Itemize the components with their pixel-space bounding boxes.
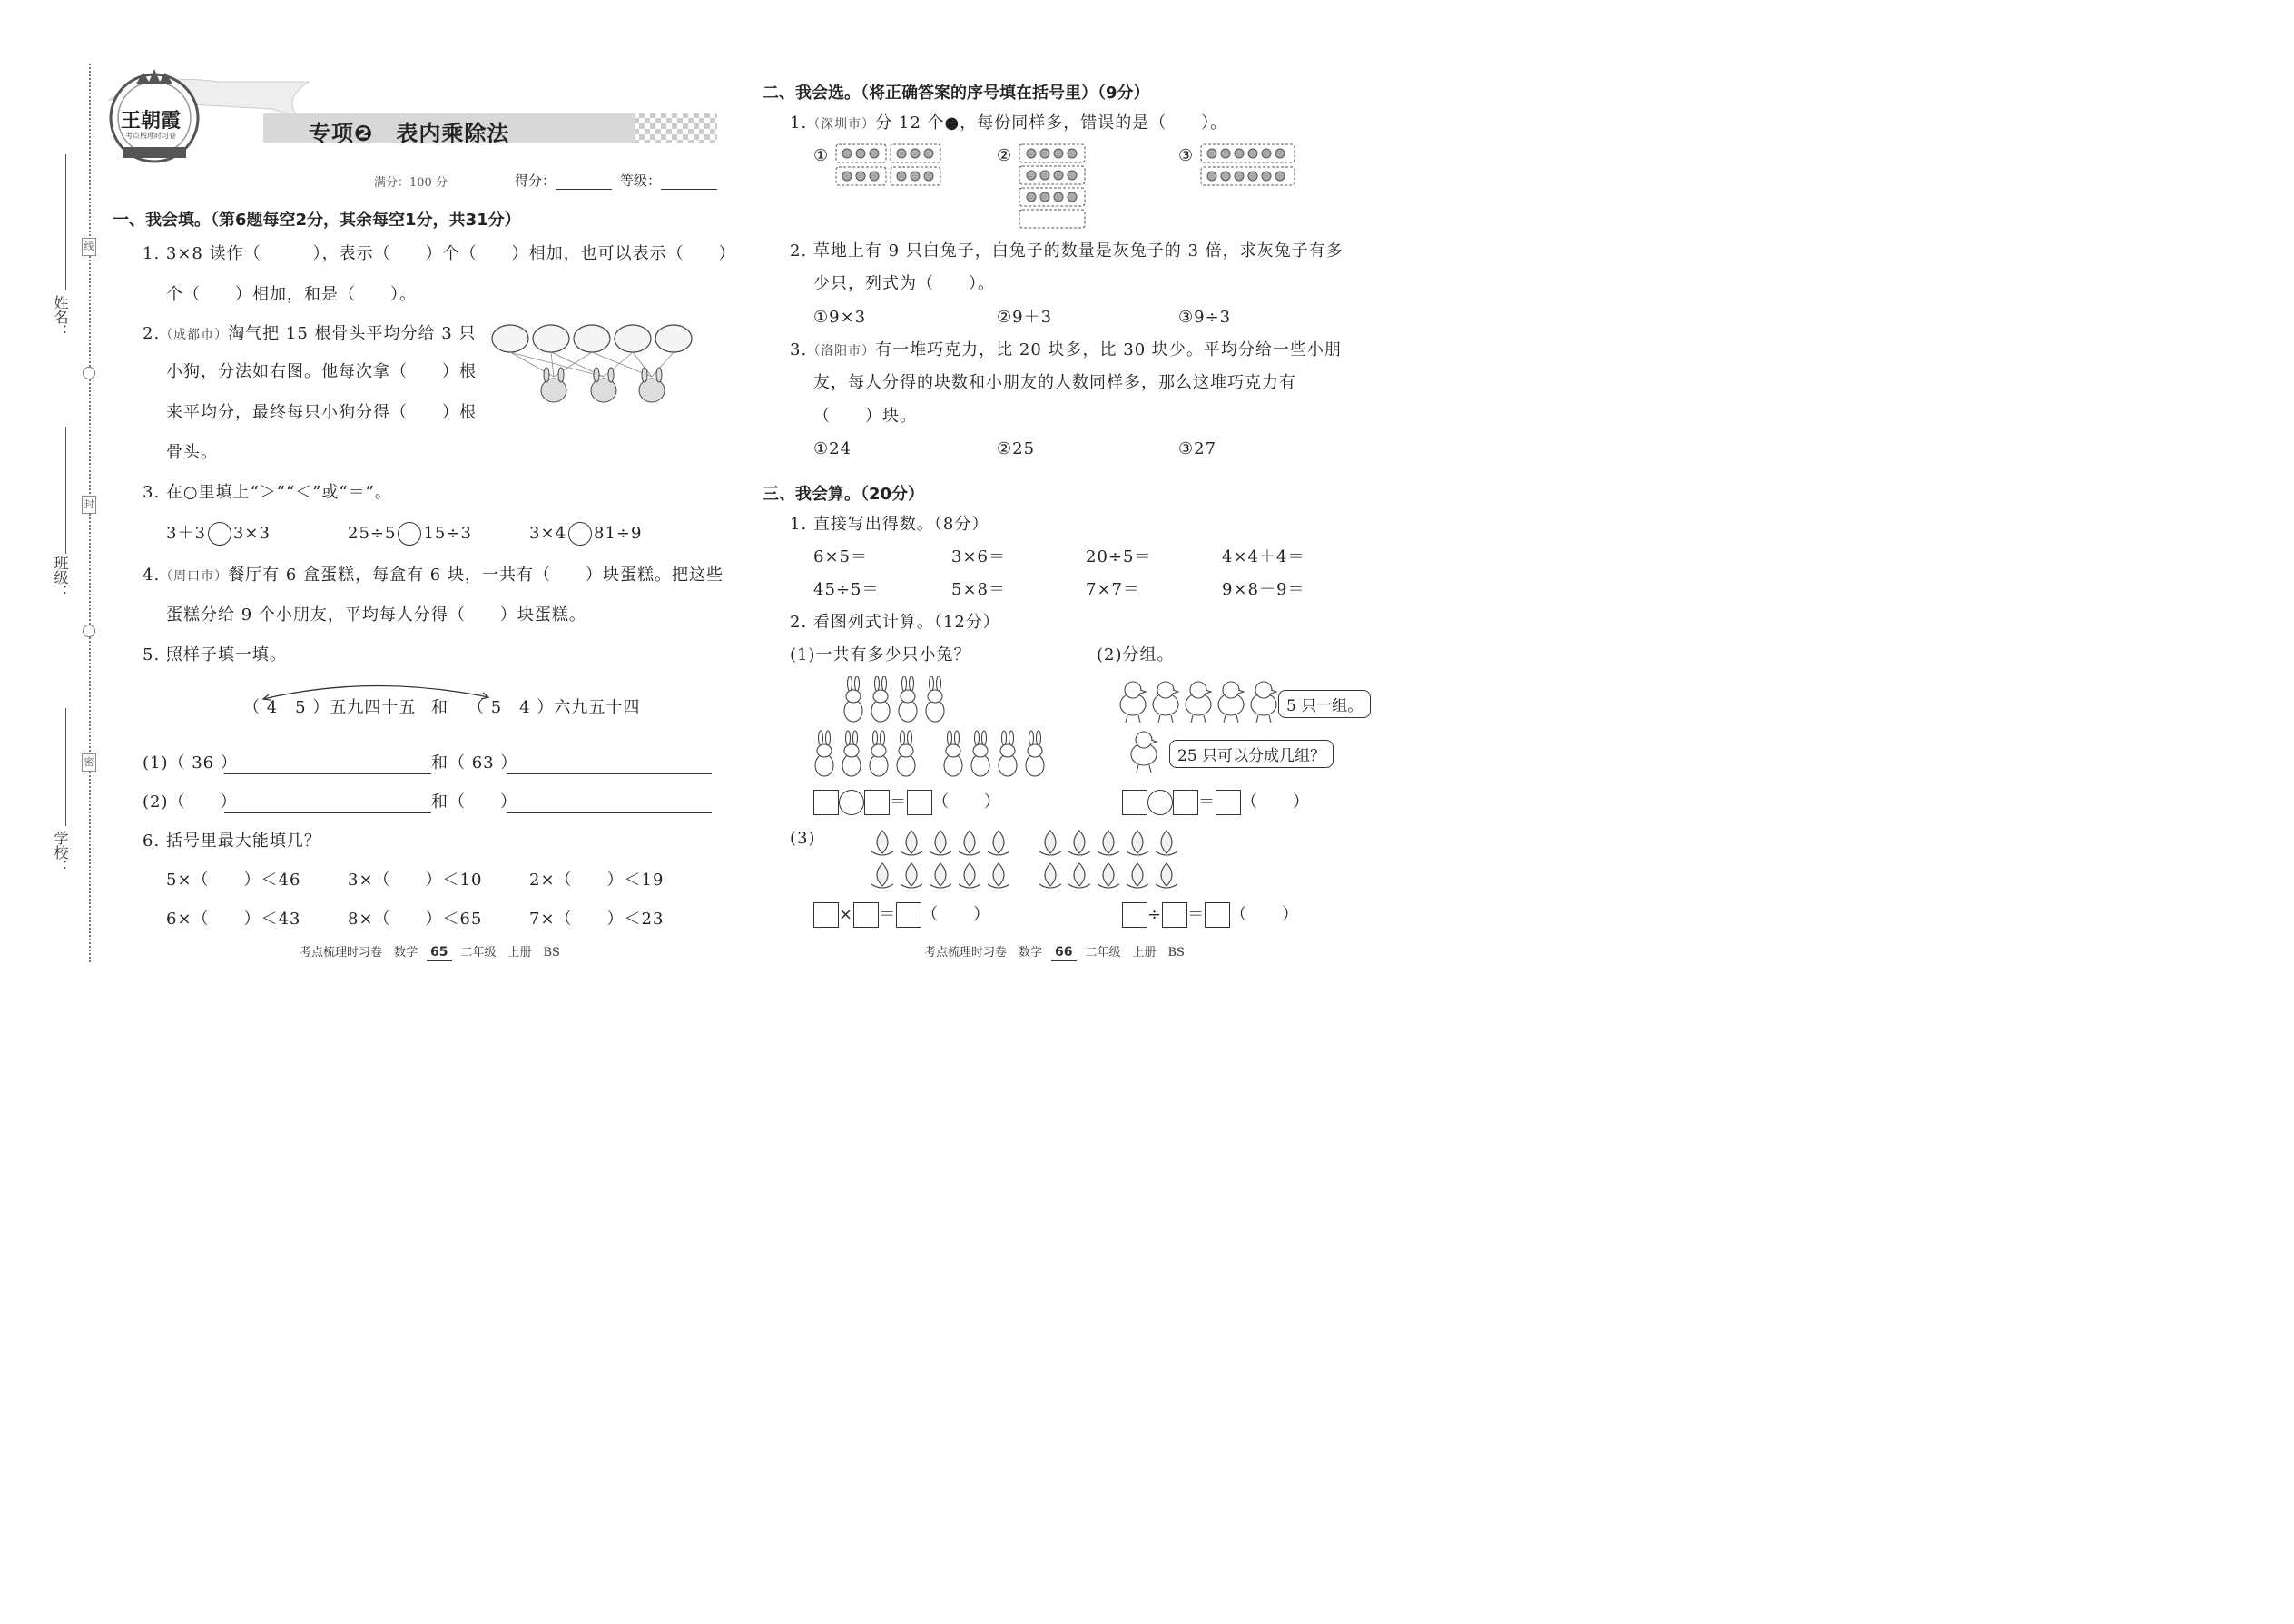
s3q2-part3: (3) xyxy=(790,829,816,848)
unit-paren[interactable]: （ ） xyxy=(921,905,991,924)
answer-box[interactable] xyxy=(1216,790,1241,815)
answer-box[interactable] xyxy=(1162,902,1187,928)
logo-text: 王朝霞 xyxy=(121,109,182,133)
calc-item[interactable]: 4×4＋4＝ xyxy=(1222,547,1305,566)
q3-instruction: 3. 在○里填上“＞”“＜”或“＝”。 xyxy=(143,483,392,502)
compare-circle[interactable] xyxy=(208,522,231,546)
s2q3-line2: 友，每人分得的块数和小朋友的人数同样多，那么这堆巧克力有 xyxy=(813,373,1296,392)
s3q2-part1: (1)一共有多少只小兔？ xyxy=(790,645,971,664)
s2q3-text: 有一堆巧克力，比 20 块多，比 30 块少。平均分给一些小朋 xyxy=(875,340,1342,359)
s2q2-line1: 2. 草地上有 9 只白兔子，白兔子的数量是灰兔子的 3 倍，求灰兔子有多 xyxy=(790,241,1344,261)
speech-bubble-question: 25 只可以分成几组？ xyxy=(1169,740,1334,768)
binding-tag-secret: 密 xyxy=(82,753,96,772)
q4-number: 4. xyxy=(143,566,161,585)
q3-item-c xyxy=(529,522,642,546)
q6-item[interactable]: 3×（ ）＜10 xyxy=(348,871,483,890)
speech-bubble-group: 5 只一组。 xyxy=(1278,690,1371,718)
calc-item[interactable]: 3×6＝ xyxy=(951,547,1006,566)
unit-paren[interactable]: （ ） xyxy=(1241,792,1310,812)
dots-option-3 xyxy=(1200,143,1300,189)
score-label: 得分： xyxy=(515,172,556,189)
q3-item-b xyxy=(348,522,472,546)
answer-box[interactable] xyxy=(813,790,839,815)
q5-instruction: 5. 照样子填一填。 xyxy=(143,645,287,664)
grade-label: 等级： xyxy=(620,172,662,189)
binding-tag-line: 线 xyxy=(82,238,96,256)
q2-line3: 来平均分，最终每只小狗分得（ ）根 xyxy=(166,403,477,422)
s3q2-part2: (2)分组。 xyxy=(1097,645,1175,664)
grade-field[interactable] xyxy=(620,171,717,190)
choice-option[interactable]: ③9÷3 xyxy=(1178,308,1232,327)
dots-option-1 xyxy=(835,143,971,189)
equation-part3-multiply xyxy=(813,902,990,928)
q2-line4: 骨头。 xyxy=(166,443,218,462)
peaches-illustration xyxy=(867,824,1194,892)
s2q3-line1 xyxy=(790,340,1342,362)
q2-number: 2. xyxy=(143,324,161,343)
q5-row2-left: (2)（ ） xyxy=(143,792,238,812)
section-choose-heading: 二、我会选。（将正确答案的序号填在括号里）（9分） xyxy=(763,84,1150,103)
s3q1-instruction: 1. 直接写出得数。（8分） xyxy=(790,515,989,534)
school-line xyxy=(65,708,66,826)
q3-item-a xyxy=(166,522,271,546)
q4-line2: 蛋糕分给 9 个小朋友，平均每人分得（ ）块蛋糕。 xyxy=(166,605,586,625)
school-label: 学校： xyxy=(52,831,69,874)
q3-a-left: 3＋3 xyxy=(166,524,206,543)
answer-box[interactable] xyxy=(1122,790,1147,815)
option-label: ② xyxy=(997,146,1013,165)
logo-subtitle: 考点梳理时习卷 xyxy=(125,132,176,140)
name-label: 姓名： xyxy=(52,295,69,339)
answer-box[interactable] xyxy=(1173,790,1198,815)
s3q2-instruction: 2. 看图列式计算。（12分） xyxy=(790,613,1000,632)
section-calc-heading: 三、我会算。（20分） xyxy=(763,485,925,504)
dots-option-2 xyxy=(1019,143,1091,230)
q3-c-left: 3×4 xyxy=(529,524,566,543)
equation-part1 xyxy=(813,790,1001,815)
binding-ring xyxy=(83,625,95,637)
q3-b-left: 25÷5 xyxy=(348,524,397,543)
answer-box[interactable] xyxy=(1205,902,1230,928)
q2-line1 xyxy=(143,323,476,346)
q4-text: 餐厅有 6 盒蛋糕，每盒有 6 块，一共有（ ）块蛋糕。把这些 xyxy=(228,566,724,585)
calc-item[interactable]: 9×8－9＝ xyxy=(1222,580,1305,599)
q4-line1 xyxy=(143,565,724,587)
s2q1-text: 分 12 个●，每份同样多，错误的是（ ）。 xyxy=(875,113,1228,133)
s2q1-city: （深圳市） xyxy=(807,117,876,132)
q1-line2: 个（ ）相加，和是（ ）。 xyxy=(166,285,417,304)
footer-left-text: 考点梳理时习卷 数学 xyxy=(300,946,418,960)
q6-item[interactable]: 2×（ ）＜19 xyxy=(529,871,665,890)
page-title: 专项❷ 表内乘除法 xyxy=(309,121,510,146)
operator-circle[interactable] xyxy=(1147,790,1173,815)
s2q3-city: （洛阳市） xyxy=(807,344,876,359)
calc-item[interactable]: 6×5＝ xyxy=(813,547,868,566)
footer-left-tail: 二年级 上册 BS xyxy=(460,946,560,960)
answer-box[interactable] xyxy=(1122,902,1147,928)
q5-example-a: （ 4 5 ）五九四十五 xyxy=(243,698,417,717)
page-number-right: 66 xyxy=(1051,945,1076,961)
equals-sign: ＝ xyxy=(890,792,907,812)
q3-a-right: 3×3 xyxy=(232,524,271,543)
choice-option[interactable]: ①9×3 xyxy=(813,308,867,327)
q4-city: （周口市） xyxy=(160,569,229,584)
answer-box[interactable] xyxy=(896,902,921,928)
equals-sign: ＝ xyxy=(1187,905,1206,924)
times-sign: × xyxy=(839,905,854,924)
footer-right-tail: 二年级 上册 BS xyxy=(1085,946,1185,960)
s2q1-number: 1. xyxy=(790,113,808,133)
compare-circle[interactable] xyxy=(398,522,421,546)
footer-right xyxy=(924,942,1185,961)
q5-row2-right: 和（ ） xyxy=(431,792,517,812)
calc-item[interactable]: 45÷5＝ xyxy=(813,580,880,599)
class-label: 班级： xyxy=(52,556,69,599)
class-line xyxy=(65,427,66,554)
section-fill-heading: 一、我会填。（第6题每空2分，其余每空1分，共31分） xyxy=(113,211,521,230)
calc-item[interactable]: 7×7＝ xyxy=(1086,580,1140,599)
answer-box[interactable] xyxy=(864,790,890,815)
calc-item[interactable]: 5×8＝ xyxy=(951,580,1006,599)
q1-line1: 1. 3×8 读作（ ），表示（ ）个（ ）相加，也可以表示（ ） xyxy=(143,244,736,263)
s2q3-line3: （ ）块。 xyxy=(813,407,917,426)
equals-sign: ＝ xyxy=(1198,792,1216,812)
s2q3-number: 3. xyxy=(790,340,808,359)
unit-paren[interactable]: （ ） xyxy=(932,792,1001,812)
name-line xyxy=(65,154,66,290)
answer-line[interactable] xyxy=(224,773,431,774)
q5-example-and: 和 xyxy=(431,698,448,717)
q5-row1-right: 和（ 63 ） xyxy=(431,753,518,773)
answer-line[interactable] xyxy=(507,812,712,813)
footer-right-text: 考点梳理时习卷 数学 xyxy=(924,946,1043,960)
answer-box[interactable] xyxy=(907,790,932,815)
score-field[interactable] xyxy=(515,171,612,190)
full-score: 满分：100 分 xyxy=(374,176,448,190)
q6-instruction: 6. 括号里最大能填几？ xyxy=(143,832,321,851)
equals-sign: ＝ xyxy=(879,905,897,924)
q6-item[interactable]: 7×（ ）＜23 xyxy=(529,910,665,929)
choice-option[interactable]: ②25 xyxy=(997,439,1036,458)
binding-ring xyxy=(83,367,95,379)
answer-box[interactable] xyxy=(813,902,839,928)
option-label: ③ xyxy=(1178,146,1195,165)
choice-option[interactable]: ②9＋3 xyxy=(997,308,1053,327)
q3-b-right: 15÷3 xyxy=(423,524,472,543)
option-label: ① xyxy=(813,146,830,165)
equation-part3-divide xyxy=(1122,902,1299,928)
binding-tag-seal: 封 xyxy=(82,496,96,514)
calc-item[interactable]: 20÷5＝ xyxy=(1086,547,1152,566)
q6-item[interactable]: 5×（ ）＜46 xyxy=(166,871,301,890)
operator-circle[interactable] xyxy=(839,790,864,815)
q2-text: 淘气把 15 根骨头平均分给 3 只 xyxy=(228,324,477,343)
q5-row1-left: (1)（ 36 ） xyxy=(143,753,238,773)
q3-c-right: 81÷9 xyxy=(594,524,643,543)
unit-paren[interactable]: （ ） xyxy=(1230,905,1300,924)
answer-line[interactable] xyxy=(224,812,431,813)
rabbits-illustration xyxy=(808,676,1062,781)
q5-example-b: （ 5 4 ）六九五十四 xyxy=(468,698,641,717)
page-number-left: 65 xyxy=(427,945,451,961)
q2-city: （成都市） xyxy=(160,328,229,342)
answer-box[interactable] xyxy=(853,902,879,928)
q6-item[interactable]: 8×（ ）＜65 xyxy=(348,910,483,929)
divide-sign: ÷ xyxy=(1147,905,1163,924)
q2-line2: 小狗，分法如右图。他每次拿（ ）根 xyxy=(166,362,477,381)
answer-line[interactable] xyxy=(507,773,712,774)
dogs-bones-illustration xyxy=(490,322,713,408)
s2q2-line2: 少只，列式为（ ）。 xyxy=(813,274,995,293)
q6-item[interactable]: 6×（ ）＜43 xyxy=(166,910,301,929)
choice-option[interactable]: ①24 xyxy=(813,439,852,458)
footer-left xyxy=(300,942,560,961)
choice-option[interactable]: ③27 xyxy=(1178,439,1217,458)
compare-circle[interactable] xyxy=(568,522,592,546)
s2q1-line xyxy=(790,113,1227,135)
equation-part2 xyxy=(1122,790,1310,815)
